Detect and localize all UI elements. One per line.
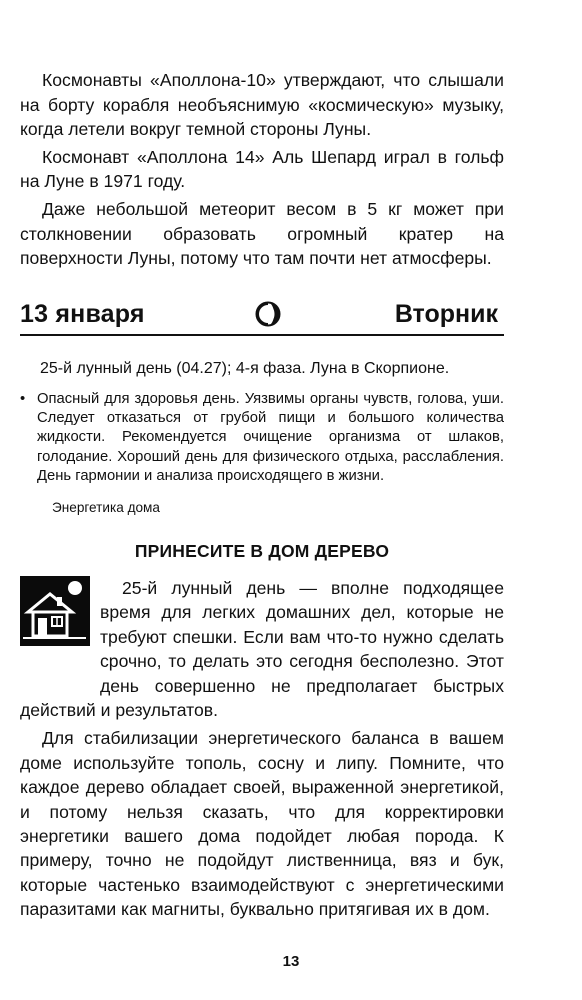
intro-paragraph: Даже небольшой метеорит весом в 5 кг может при столкновении образовать огромный кратер на поверхности Луны, потому что там почти нет атмосферы. bbox=[20, 198, 504, 269]
health-forecast bbox=[20, 390, 504, 486]
article-paragraph: 25-й лунный день — вполне подходящее время для легких домашних дел, которые не требуют спешки. Если вам что-то нужно сделать срочно, то делать это сегодня бесполезно. Этот день совершенно не предполагает быстрых действий и результатов. bbox=[20, 578, 504, 721]
bullet-mark: • bbox=[20, 391, 26, 407]
day-weekday: Вторник bbox=[394, 300, 498, 328]
section-label: Энергетика дома bbox=[52, 500, 160, 515]
page-number: 13 bbox=[282, 953, 300, 970]
article-body bbox=[20, 576, 504, 922]
day-header bbox=[20, 296, 504, 336]
icon-spacer bbox=[20, 576, 100, 674]
intro-paragraph: Космонавты «Аполлона-10» утверждают, что слышали на борту корабля необъяснимую «космическую» музыку, когда летели вокруг темной стороны Луны. bbox=[20, 70, 504, 140]
intro-paragraph: Космонавт «Аполлона 14» Аль Шепард играл в гольф на Луне в 1971 году. bbox=[20, 146, 504, 192]
lunar-day-info: 25-й лунный день (04.27); 4-я фаза. Луна в Скорпионе. bbox=[40, 360, 450, 377]
article-paragraph: Для стабилизации энергетического баланса в вашем доме используйте тополь, сосну и липу. Помните, что каждое дерево обладает своей, выраженной энергетикой, и потому нельзя сказать, что для корректировки энергетики вашего дома подойдет любая порода. К примеру, точно не подойдут лиственница, вяз и бук, которые частенько взаимодействуют с энергетическими паразитами как магниты, буквально притягивая их в дом. bbox=[20, 728, 504, 920]
intro-text bbox=[20, 68, 504, 271]
day-date: 13 января bbox=[20, 300, 145, 328]
waning-moon-icon bbox=[255, 301, 281, 327]
forecast-text: Опасный для здоровья день. Уязвимы органы чувств, голова, уши. Следует отказаться от грубой пищи и большого количества жидкости. Рекомендуется очищение организма от шлаков, голодание. Хороший день для физического отдыха, расслабления. День гармонии и анализа происходящего в жизни. bbox=[37, 391, 504, 484]
article-title: ПРИНЕСИТЕ В ДОМ ДЕРЕВО bbox=[134, 541, 390, 561]
header-rule bbox=[20, 334, 504, 336]
